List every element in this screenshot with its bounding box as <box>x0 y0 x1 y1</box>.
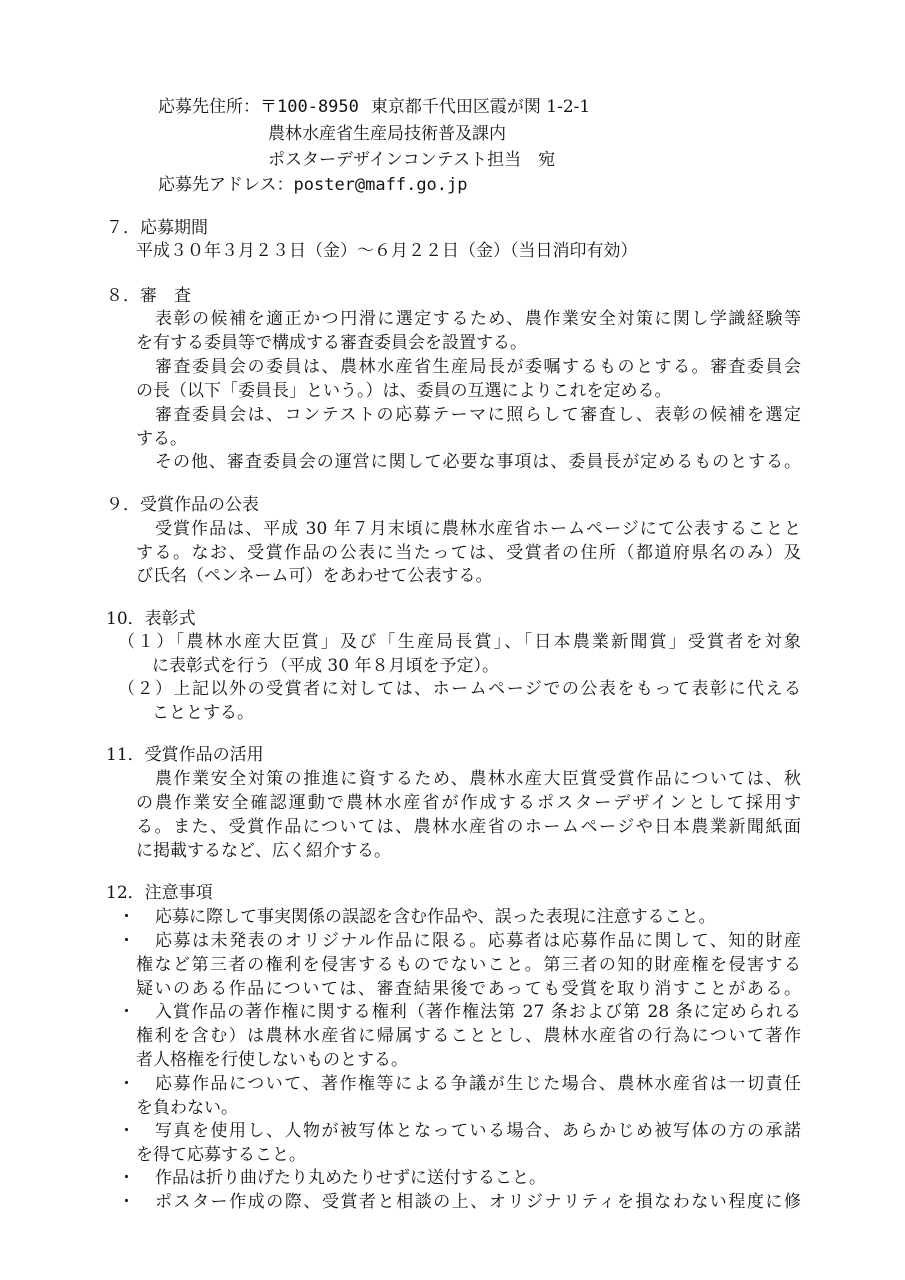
notice-line: 応募は未発表のオリジナル作品に限る。応募者は応募作品に関して、知的財産 <box>155 931 801 951</box>
section-9-heading: ９．受賞作品の公表 <box>106 495 259 515</box>
notice-line: 応募に際して事実関係の誤認を含む作品や、誤った表現に注意すること。 <box>155 907 716 927</box>
section-10-line: に表彰式を行う（平成 30 年８月頃を予定）。 <box>152 656 499 676</box>
address-attn: ポスターデザインコンテスト担当 宛 <box>268 150 556 170</box>
notice-line: を負わない。 <box>136 1098 238 1118</box>
email-line <box>158 173 468 197</box>
section-10-line: こととする。 <box>152 703 254 723</box>
section-11-line: の農作業安全確認運動で農林水産省が作成するポスターデザインとして採用す <box>136 793 801 813</box>
section-10-line: （１）「農林水産大臣賞」及び「生産局長賞」、「日本農業新聞賞」受賞者を対象 <box>118 632 801 652</box>
address-dept: 農林水産省生産局技術普及課内 <box>268 124 506 144</box>
section-8-line: 表彰の候補を適正かつ円滑に選定するため、農作業安全対策に関し学識経験等 <box>155 309 801 329</box>
section-8-line: 審査委員会は、コンテストの応募テーマに照らして審査し、表彰の候補を選定 <box>155 405 801 425</box>
notice-line: 写真を使用し、人物が被写体となっている場合、あらかじめ被写体の方の承諾 <box>155 1121 801 1141</box>
section-8-line: その他、審査委員会の運営に関して必要な事項は、委員長が定めるものとする。 <box>155 452 801 472</box>
section-9-line: 受賞作品は、平成 30 年７月末頃に農林水産省ホームページにて公表することと <box>155 519 801 539</box>
address-city: 東京都千代田区霞が関 1-2-1 <box>370 97 591 117</box>
section-8-line: する。 <box>136 429 187 449</box>
section-8-line: の長（以下「委員長」という。）は、委員の互選によりこれを定める。 <box>136 381 672 401</box>
bullet-icon: ・ <box>118 1074 135 1094</box>
section-7-line: 平成３０年３月２３日（金）～６月２２日（金）（当日消印有効） <box>136 241 638 261</box>
notice-line: 作品は折り曲げたり丸めたりせずに送付すること。 <box>155 1168 546 1188</box>
notice-line: 者人格権を行使しないものとする。 <box>136 1050 408 1070</box>
section-7-heading: ７．応募期間 <box>106 218 208 238</box>
notice-line: を得て応募すること。 <box>136 1145 306 1165</box>
bullet-icon: ・ <box>118 931 135 951</box>
section-11-line: に掲載するなど、広く紹介する。 <box>136 841 391 861</box>
section-9-line: び氏名（ペンネーム可）をあわせて公表する。 <box>136 566 493 586</box>
address-label: 応募先住所： <box>158 97 260 117</box>
section-10-line: （２）上記以外の受賞者に対しては、ホームページでの公表をもって表彰に代える <box>118 679 801 699</box>
section-8-heading: ８．審 査 <box>106 286 191 306</box>
section-12-heading: 12．注意事項 <box>106 883 213 903</box>
postal-code: 〒100-8950 <box>260 97 359 117</box>
notice-line: 疑いのある作品については、審査結果後であっても受賞を取り消すことがある。 <box>136 979 801 999</box>
email-label: 応募先アドレス： <box>158 175 294 195</box>
bullet-icon: ・ <box>118 1121 135 1141</box>
section-10-heading: 10．表彰式 <box>106 609 196 629</box>
section-11-line: る。また、受賞作品については、農林水産省のホームページや日本農業新聞紙面 <box>136 817 801 837</box>
address-line <box>158 95 628 119</box>
email-address: poster@maff.go.jp <box>293 175 468 195</box>
section-8-line: 審査委員会の委員は、農林水産省生産局長が委嘱するものとする。審査委員会 <box>155 357 801 377</box>
notice-line: 権利を含む）は農林水産省に帰属することとし、農林水産省の行為について著作 <box>136 1026 801 1046</box>
notice-line: 応募作品について、著作権等による争議が生じた場合、農林水産省は一切責任 <box>155 1074 801 1094</box>
section-9-line: する。なお、受賞作品の公表に当たっては、受賞者の住所（都道府県名のみ）及 <box>136 543 801 563</box>
bullet-icon: ・ <box>118 1192 135 1212</box>
notice-line: 入賞作品の著作権に関する権利（著作権法第 27 条および第 28 条に定められる <box>155 1002 801 1022</box>
notice-line: ポスター作成の際、受賞者と相談の上、オリジナリティを損なわない程度に修 <box>155 1192 801 1212</box>
section-11-heading: 11．受賞作品の活用 <box>106 745 264 765</box>
bullet-icon: ・ <box>118 1168 135 1188</box>
section-8-line: を有する委員等で構成する審査委員会を設置する。 <box>136 333 527 353</box>
bullet-icon: ・ <box>118 1002 135 1022</box>
notice-line: 権など第三者の権利を侵害するものでないこと。第三者の知的財産権を侵害する <box>136 955 801 975</box>
section-11-line: 農作業安全対策の推進に資するため、農林水産大臣賞受賞作品については、秋 <box>155 769 801 789</box>
bullet-icon: ・ <box>118 907 135 927</box>
